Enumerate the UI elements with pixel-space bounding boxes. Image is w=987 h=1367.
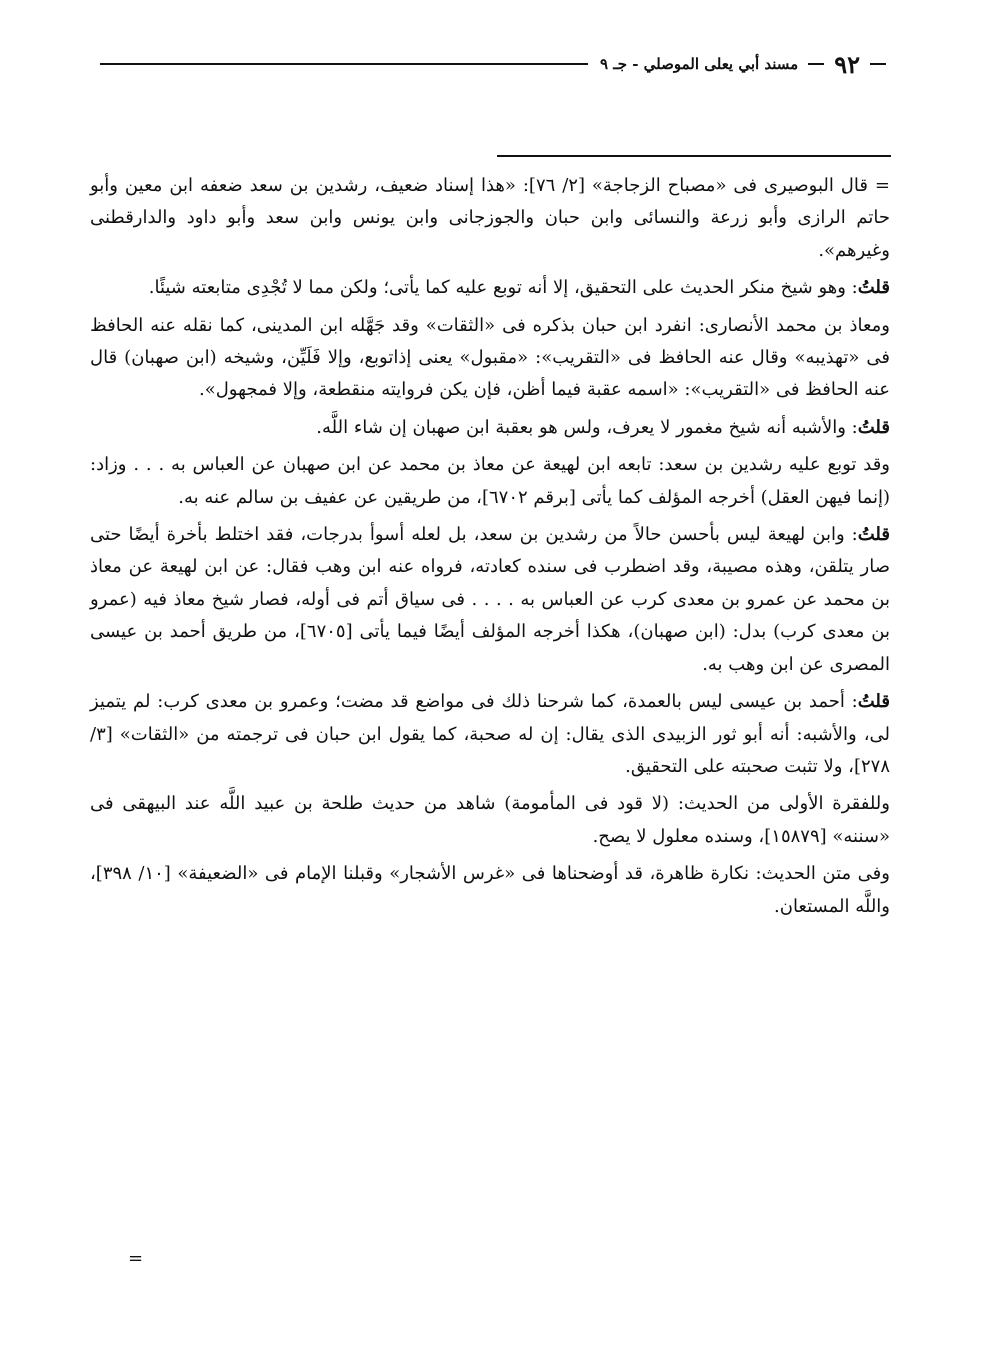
paragraph bbox=[90, 788, 890, 853]
header-rule bbox=[100, 63, 588, 65]
header-dash bbox=[870, 63, 886, 65]
paragraph-text: : وهو شيخ منكر الحديث على التحقيق، إلا أنه توبع عليه كما يأتى؛ ولكن مما لا تُجْدِى متابعته شيئًا. bbox=[148, 277, 858, 299]
paragraph-text: وللفقرة الأولى من الحديث: (لا قود فى المأمومة) شاهد من حديث طلحة بن عبيد اللَّه عند البيهقى فى «سننه» [١٥٨٧٩]، وسنده معلول لا يصح. bbox=[90, 793, 890, 847]
paragraph bbox=[90, 858, 890, 923]
footnote-separator bbox=[497, 155, 891, 157]
paragraph-text: وقد توبع عليه رشدين بن سعد: تابعه ابن لهيعة عن معاذ بن محمد عن ابن صهبان عن العباس به . . . وزاد: (إنما فيهن العقل) أخرجه المؤلف كما يأتى [برقم ٦٧٠٢]، من طريقين عن عفيف بن سالم عنه به. bbox=[90, 454, 890, 508]
paragraph-text: قال البوصيرى فى «مصباح الزجاجة» [٢/ ٧٦]: «هذا إسناد ضعيف، رشدين بن سعد ضعفه ابن معين وأبو حاتم الرازى وأبو زرعة والنسائى وابن حبان والجوزجانى وابن يونس وابن سعد وأبو داود والدارقطنى وغيرهم». bbox=[90, 175, 890, 261]
paragraph bbox=[90, 449, 890, 514]
lead-word: قلتُ bbox=[857, 691, 890, 713]
paragraph-text: : وابن لهيعة ليس بأحسن حالاً من رشدين بن سعد، بل لعله أسوأ بدرجات، فقد اختلط بأخرة أيضًا حتى صار يتلقن، وهذه مصيبة، وقد اضطرب فى سنده كعادته، فرواه عنه ابن وهب فقال: عن ابن لهيعة عن معاذ بن محمد عن عمرو بن معدى كرب عن العباس به . . . . فى سياق أتم فى أوله، فصار شيخ معاذ فيه (عمرو بن معدى كرب) بدل: (ابن صهبان)، هكذا أخرجه المؤلف أيضًا فيما يأتى [٦٧٠٥]، من طريق أحمد بن عيسى المصرى عن ابن وهب به. bbox=[90, 524, 890, 675]
lead-word: قلتُ bbox=[857, 277, 890, 299]
paragraph-text: وفى متن الحديث: نكارة ظاهرة، قد أوضحناها فى «غرس الأشجار» وقبلنا الإمام فى «الضعيفة» [١٠/ ٣٩٨]، واللَّه المستعان. bbox=[90, 863, 890, 917]
page-number: ٩٢ bbox=[834, 49, 860, 79]
lead-word: قلتُ bbox=[857, 524, 890, 546]
continuation-mark-bottom: = bbox=[128, 1248, 144, 1269]
header-dash bbox=[808, 63, 824, 65]
paragraph bbox=[90, 519, 890, 681]
paragraph bbox=[90, 272, 890, 304]
paragraph bbox=[90, 170, 890, 267]
paragraph bbox=[90, 686, 890, 783]
lead-word: قلتُ bbox=[857, 416, 890, 438]
continuation-mark: = bbox=[867, 175, 890, 196]
paragraph-text: : أحمد بن عيسى ليس بالعمدة، كما شرحنا ذلك فى مواضع قد مضت؛ وعمرو بن معدى كرب: لم يتميز لى، والأشبه: أنه أبو ثور الزبيدى الذى يقال: إن له صحبة، كما يقول ابن حبان فى ترجمته من «الثقات» [٣/ ٢٧٨]، ولا تثبت صحبته على التحقيق. bbox=[90, 691, 890, 777]
paragraph bbox=[90, 412, 890, 444]
running-title: مسند أبي يعلى الموصلي - جـ ٩ bbox=[600, 55, 799, 73]
page-header bbox=[92, 44, 892, 84]
paragraph-text: : والأشبه أنه شيخ مغمور لا يعرف، ولس هو بعقبة ابن صهبان إن شاء اللَّه. bbox=[316, 416, 858, 438]
paragraph bbox=[90, 310, 890, 407]
paragraph-text: ومعاذ بن محمد الأنصارى: انفرد ابن حبان بذكره فى «الثقات» وقد جَهَّله ابن المدينى، كما نقله عنه الحافظ فى «تهذيبه» وقال عنه الحافظ فى «التقريب»: «مقبول» يعنى إذاتوبع، وإلا فَلَيِّن، وشيخه (ابن صهبان) قال عنه الحافظ فى «التقريب»: «اسمه عقبة فيما أظن، فإن يكن فروايته منقطعة، وإلا فمجهول». bbox=[90, 314, 890, 401]
footnote-body bbox=[90, 170, 890, 928]
